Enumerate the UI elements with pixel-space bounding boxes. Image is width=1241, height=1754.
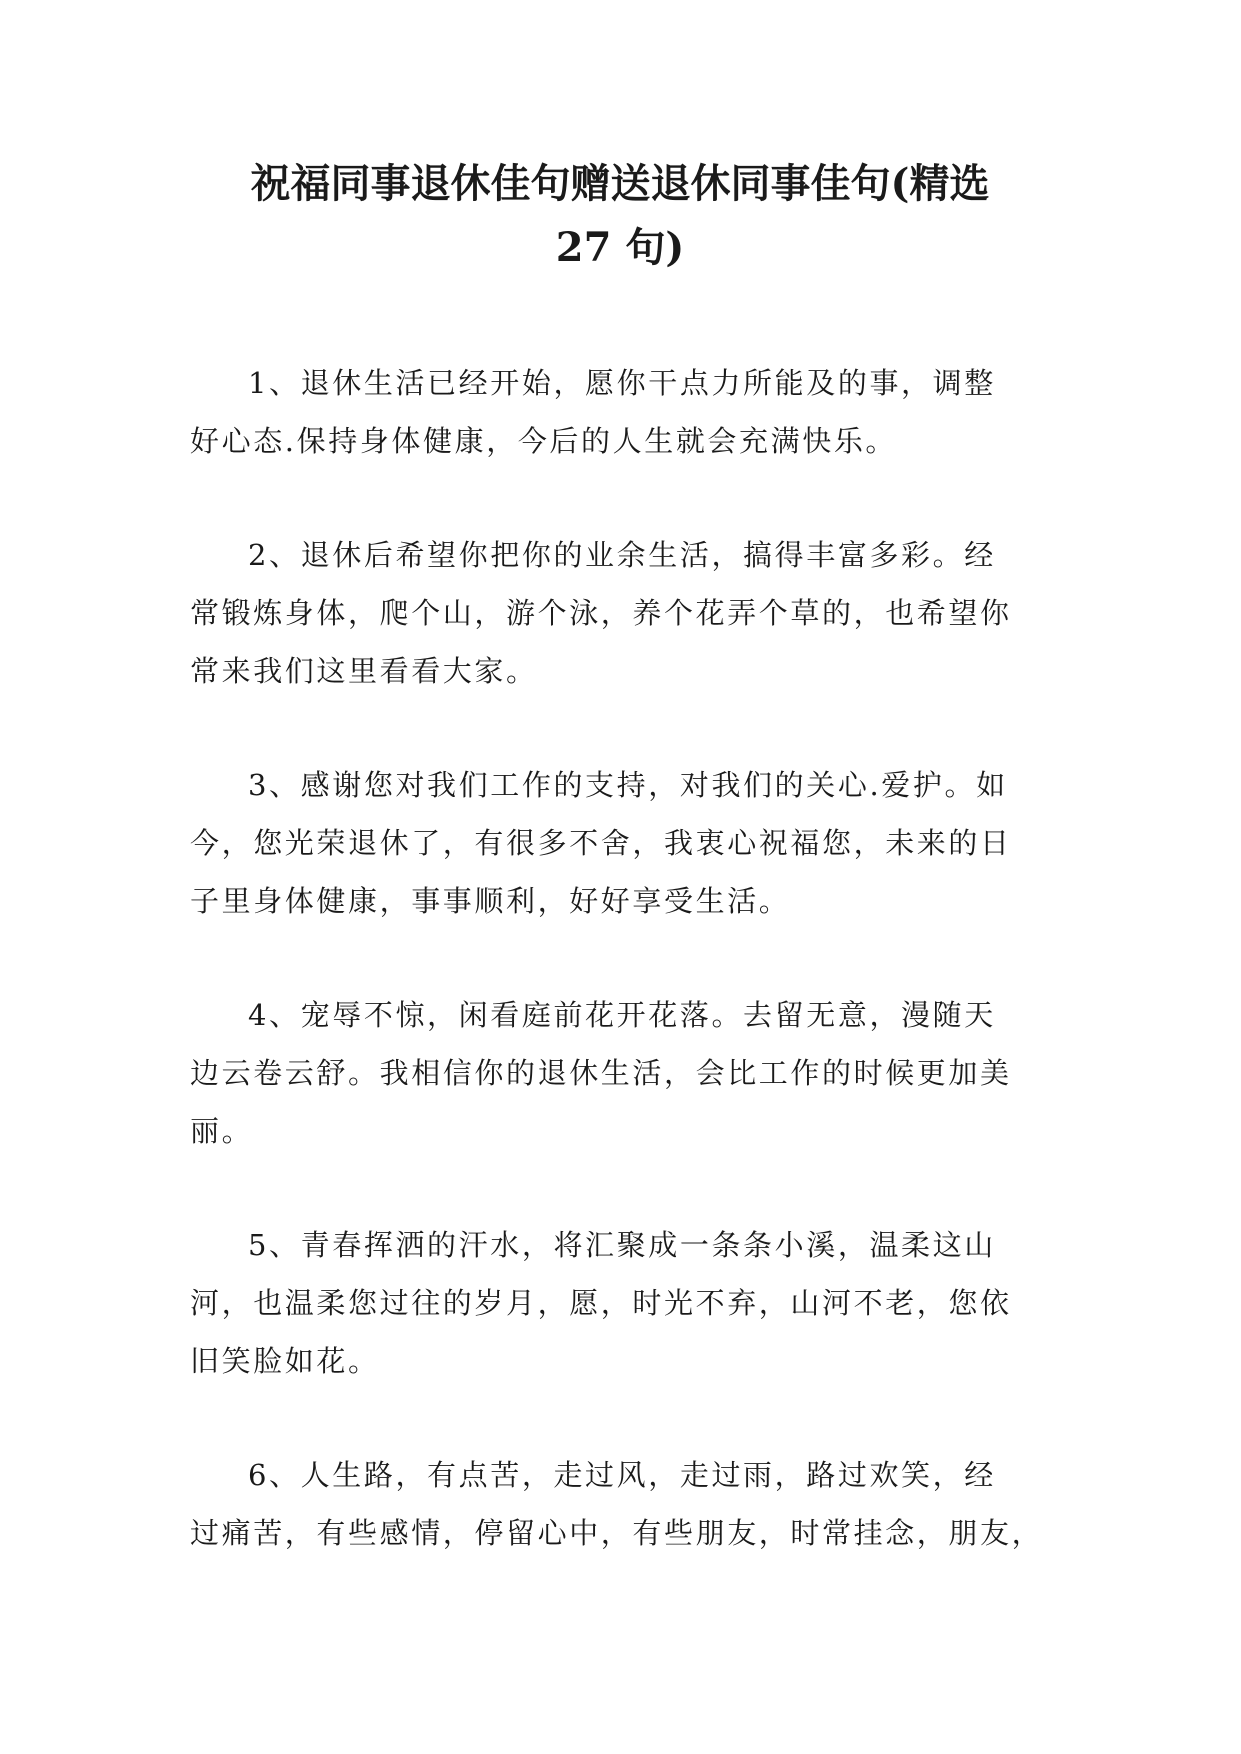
paragraph-line: 今，您光荣退休了，有很多不舍，我衷心祝福您，未来的日 xyxy=(190,826,1012,860)
paragraph-line: 河，也温柔您过往的岁月，愿，时光不弃，山河不老，您依 xyxy=(190,1286,1012,1320)
document-title xyxy=(185,152,1055,280)
paragraph-line: 旧笑脸如花。 xyxy=(190,1344,380,1378)
paragraph-line: 4、宠辱不惊，闲看庭前花开花落。去留无意，漫随天 xyxy=(248,998,996,1032)
paragraph-6 xyxy=(190,1446,1052,1562)
paragraph-5 xyxy=(190,1216,1052,1390)
paragraph-line: 2、退休后希望你把你的业余生活，搞得丰富多彩。经 xyxy=(248,538,996,572)
paragraph-1 xyxy=(190,354,1052,470)
paragraph-line: 边云卷云舒。我相信你的退休生活，会比工作的时候更加美 xyxy=(190,1056,1012,1090)
paragraph-line: 好心态.保持身体健康，今后的人生就会充满快乐。 xyxy=(190,424,898,458)
paragraph-3 xyxy=(190,756,1052,930)
paragraph-line: 1、退休生活已经开始，愿你干点力所能及的事，调整 xyxy=(248,366,996,400)
paragraph-line: 3、感谢您对我们工作的支持，对我们的关心.爱护。如 xyxy=(248,768,1008,802)
paragraph-2 xyxy=(190,526,1052,700)
paragraph-4 xyxy=(190,986,1052,1160)
paragraph-line: 常来我们这里看看大家。 xyxy=(190,654,538,688)
paragraph-line: 过痛苦，有些感情，停留心中，有些朋友，时常挂念，朋友， xyxy=(190,1516,1044,1550)
paragraph-line: 5、青春挥洒的汗水，将汇聚成一条条小溪，温柔这山 xyxy=(248,1228,996,1262)
paragraph-line: 常锻炼身体，爬个山，游个泳，养个花弄个草的，也希望你 xyxy=(190,596,1012,630)
paragraph-line: 丽。 xyxy=(190,1114,254,1148)
title-line: 27 句) xyxy=(555,224,685,271)
document-body xyxy=(190,354,1052,1618)
paragraph-line: 子里身体健康，事事顺利，好好享受生活。 xyxy=(190,884,791,918)
title-line: 祝福同事退休佳句赠送退休同事佳句(精选 xyxy=(250,160,990,207)
paragraph-line: 6、人生路，有点苦，走过风，走过雨，路过欢笑，经 xyxy=(248,1458,996,1492)
